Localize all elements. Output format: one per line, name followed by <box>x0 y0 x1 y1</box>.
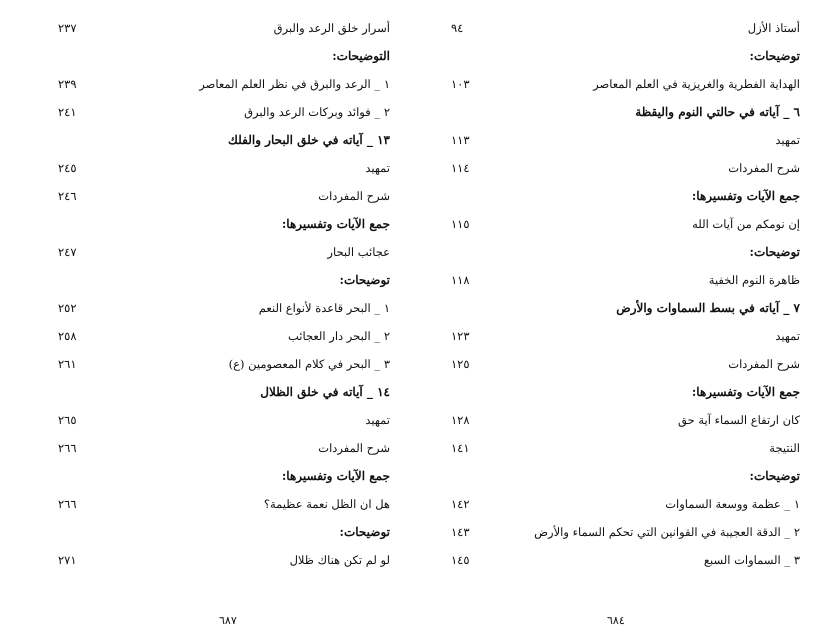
right-page <box>419 0 838 639</box>
toc-entry-row <box>0 406 419 434</box>
toc-entry-title: كان ارتفاع السماء آية حق <box>678 413 800 427</box>
toc-page-number: ٩٤ <box>451 21 464 35</box>
toc-page-number: ١١٤ <box>451 161 470 175</box>
toc-entry-row <box>0 98 419 126</box>
toc-entry-title: ٢ _ الدقة العجيبة في القوانين التي تحكم السماء والأرض <box>534 525 800 539</box>
toc-heading: توضيحات: <box>749 245 800 259</box>
toc-page-number: ١٤٣ <box>451 525 470 539</box>
toc-page-number: ٢٤١ <box>58 105 77 119</box>
toc-page-number: ١٢٨ <box>451 413 470 427</box>
toc-heading: توضيحات: <box>339 525 390 539</box>
toc-entry-title: شرح المفردات <box>318 441 390 455</box>
toc-page-number: ١٤٥ <box>451 553 470 567</box>
toc-entry-row <box>419 434 838 462</box>
toc-entry-title: هل ان الظل نعمة عظيمة؟ <box>263 497 390 511</box>
toc-entry-row <box>419 406 838 434</box>
toc-heading-row <box>419 98 838 126</box>
toc-heading: توضيحات: <box>749 469 800 483</box>
toc-entry-title: أستاذ الأزل <box>747 21 800 35</box>
right-toc-list <box>419 14 838 574</box>
toc-heading-row <box>0 518 419 546</box>
toc-entry-row <box>419 266 838 294</box>
toc-heading-row <box>0 378 419 406</box>
toc-page-number: ٢٦١ <box>58 357 77 371</box>
toc-entry-row <box>0 350 419 378</box>
toc-entry-row <box>419 210 838 238</box>
toc-entry-row <box>0 154 419 182</box>
toc-entry-title: ٢ _ البحر دار العجائب <box>287 329 390 343</box>
toc-page-number: ٢٦٦ <box>58 441 77 455</box>
toc-page-number: ١١٣ <box>451 133 470 147</box>
toc-entry-title: ظاهرة النوم الخفية <box>708 273 800 287</box>
toc-entry-title: ١ _ البحر قاعدة لأنواع النعم <box>258 301 390 315</box>
toc-entry-row <box>419 154 838 182</box>
left-page-number: ٦٨٧ <box>219 614 237 627</box>
toc-heading: ١٤ _ آياته في خلق الظلال <box>260 385 390 399</box>
toc-entry-title: شرح المفردات <box>318 189 390 203</box>
toc-entry-title: إن نومكم من آيات الله <box>692 217 800 231</box>
toc-entry-row <box>419 322 838 350</box>
toc-entry-row <box>0 322 419 350</box>
toc-page-number: ٢٣٩ <box>58 77 77 91</box>
toc-heading: التوضيحات: <box>332 49 390 63</box>
left-toc-list <box>0 14 419 574</box>
toc-entry-row <box>0 294 419 322</box>
toc-heading: ١٣ _ آياته في خلق البحار والفلك <box>228 133 390 147</box>
toc-page-number: ١٢٥ <box>451 357 470 371</box>
toc-entry-row <box>0 14 419 42</box>
toc-heading-row <box>419 378 838 406</box>
toc-heading-row <box>419 238 838 266</box>
toc-entry-title: تمهيد <box>775 133 800 147</box>
toc-heading: جمع الآيات وتفسيرها: <box>281 469 390 483</box>
toc-entry-title: ٢ _ فوائد وبركات الرعد والبرق <box>244 105 390 119</box>
toc-page-number: ٢٣٧ <box>58 21 77 35</box>
toc-entry-row <box>0 434 419 462</box>
toc-entry-title: ٣ _ البحر في كلام المعصومين (ع) <box>228 357 390 371</box>
toc-entry-row <box>419 518 838 546</box>
toc-entry-row <box>0 182 419 210</box>
toc-page-number: ١٢٣ <box>451 329 470 343</box>
toc-heading-row <box>0 42 419 70</box>
toc-heading: جمع الآيات وتفسيرها: <box>691 385 800 399</box>
toc-entry-title: النتيجة <box>769 441 800 455</box>
toc-heading-row <box>419 182 838 210</box>
toc-entry-row <box>419 14 838 42</box>
toc-heading-row <box>0 462 419 490</box>
toc-entry-title: تمهيد <box>365 161 390 175</box>
toc-heading-row <box>419 294 838 322</box>
toc-page-number: ١١٥ <box>451 217 470 231</box>
toc-entry-title: الهداية الفطرية والغريزية في العلم المعاصر <box>593 77 800 91</box>
toc-entry-title: عجائب البحار <box>327 245 390 259</box>
toc-entry-row <box>419 126 838 154</box>
toc-entry-title: تمهيد <box>775 329 800 343</box>
toc-heading: توضيحات: <box>339 273 390 287</box>
toc-entry-title: ١ _ عظمة ووسعة السماوات <box>665 497 800 511</box>
toc-heading: جمع الآيات وتفسيرها: <box>691 189 800 203</box>
toc-heading-row <box>0 266 419 294</box>
toc-page-number: ١٤١ <box>451 441 470 455</box>
toc-page-number: ٢٦٦ <box>58 497 77 511</box>
toc-heading-row <box>0 210 419 238</box>
toc-heading-row <box>419 462 838 490</box>
toc-entry-row <box>0 490 419 518</box>
toc-entry-title: ١ _ الرعد والبرق في نظر العلم المعاصر <box>199 77 390 91</box>
toc-heading-row <box>0 126 419 154</box>
toc-entry-title: شرح المفردات <box>728 161 800 175</box>
toc-page-number: ٢٤٥ <box>58 161 77 175</box>
toc-entry-title: لو لم تكن هناك ظلال <box>289 553 390 567</box>
toc-entry-title: تمهيد <box>365 413 390 427</box>
toc-heading: توضيحات: <box>749 49 800 63</box>
toc-entry-row <box>0 70 419 98</box>
toc-page-number: ١٤٢ <box>451 497 470 511</box>
toc-heading-row <box>419 42 838 70</box>
toc-heading: ٧ _ آياته في بسط السماوات والأرض <box>616 301 800 315</box>
toc-entry-title: ٣ _ السماوات السبع <box>703 553 800 567</box>
toc-entry-title: أسرار خلق الرعد والبرق <box>273 21 390 35</box>
toc-entry-row <box>0 238 419 266</box>
toc-entry-title: شرح المفردات <box>728 357 800 371</box>
toc-page-number: ٢٦٥ <box>58 413 77 427</box>
toc-page-number: ٢٤٧ <box>58 245 77 259</box>
right-page-number: ٦٨٤ <box>607 614 625 627</box>
toc-heading: جمع الآيات وتفسيرها: <box>281 217 390 231</box>
toc-page-number: ٢٥٨ <box>58 329 77 343</box>
toc-page-number: ٢٤٦ <box>58 189 77 203</box>
toc-entry-row <box>0 546 419 574</box>
toc-entry-row <box>419 490 838 518</box>
toc-entry-row <box>419 70 838 98</box>
toc-page-number: ٢٥٢ <box>58 301 77 315</box>
toc-heading: ٦ _ آياته في حالتي النوم واليقظة <box>635 105 800 119</box>
toc-page-number: ٢٧١ <box>58 553 77 567</box>
toc-page-number: ١٠٣ <box>451 77 470 91</box>
toc-entry-row <box>419 350 838 378</box>
toc-entry-row <box>419 546 838 574</box>
toc-page-number: ١١٨ <box>451 273 470 287</box>
